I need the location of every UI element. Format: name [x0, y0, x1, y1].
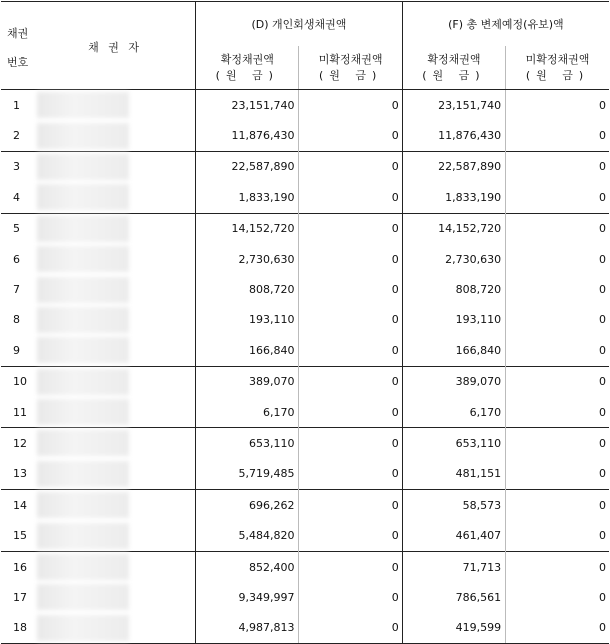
f-confirmed-header: [402, 46, 505, 90]
f-unconfirmed-amount: 0: [506, 305, 609, 335]
d-confirmed-amount: 2,730,630: [238, 252, 295, 266]
f-confirmed-amount: 653,110: [402, 428, 505, 459]
f-unconfirmed-amount: 0: [506, 613, 609, 644]
d-unconfirmed-amount: 0: [299, 551, 402, 582]
d-confirmed-amount: 389,070: [196, 366, 299, 397]
f-confirmed-amount: 71,713: [402, 551, 505, 582]
f-unconfirmed-amount: 0: [506, 213, 609, 244]
creditor-number: 8: [13, 313, 20, 327]
f-confirmed-amount: 786,561: [455, 590, 502, 604]
d-unconfirmed-amount: 0: [299, 335, 402, 366]
f-unconfirmed-amount: 0: [506, 182, 609, 213]
creditor-name-redacted: [35, 120, 196, 151]
table-row: [1, 90, 609, 121]
d-unconfirmed-unit: (원 금): [318, 68, 383, 82]
table-row: [1, 397, 609, 428]
f-confirmed-label: 확정채권액: [427, 52, 481, 66]
f-confirmed-unit: (원 금): [422, 68, 486, 82]
d-unconfirmed-amount: 0: [299, 397, 402, 428]
d-unconfirmed-amount: 0: [299, 459, 402, 490]
creditor-number: 5: [1, 213, 35, 244]
creditor-number-header: [1, 2, 35, 90]
d-unconfirmed-amount: 0: [299, 182, 402, 213]
redaction-blur: [37, 337, 129, 363]
creditor-name-redacted: [35, 90, 196, 121]
f-unconfirmed-amount: 0: [506, 90, 609, 121]
redaction-blur: [37, 154, 129, 180]
creditor-number: 2: [13, 129, 20, 143]
d-unconfirmed-amount: 0: [299, 305, 402, 335]
d-unconfirmed-amount: 0: [299, 274, 402, 304]
table-row: [1, 182, 609, 213]
d-unconfirmed-amount: 0: [299, 490, 402, 521]
redaction-blur: [37, 584, 129, 610]
f-unconfirmed-amount: 0: [506, 551, 609, 582]
d-confirmed-label: 확정채권액: [220, 52, 274, 66]
f-confirmed-amount: 23,151,740: [402, 90, 505, 121]
redaction-blur: [37, 430, 129, 456]
f-unconfirmed-amount: 0: [506, 366, 609, 397]
f-confirmed-amount: 2,730,630: [445, 252, 502, 266]
creditor-number-header-line1: 채권: [7, 27, 29, 40]
d-confirmed-amount: 5,484,820: [238, 529, 295, 543]
f-unconfirmed-amount: 0: [506, 120, 609, 151]
redaction-blur: [37, 554, 129, 580]
creditor-number: 4: [13, 190, 20, 204]
f-unconfirmed-unit: (원 금): [525, 68, 590, 82]
table-row: [1, 213, 609, 244]
table-row: [1, 582, 609, 612]
d-unconfirmed-amount: 0: [299, 120, 402, 151]
f-unconfirmed-label: 미확정채권액: [525, 52, 590, 66]
creditor-name-redacted: [35, 520, 196, 551]
table-row: [1, 551, 609, 582]
redaction-blur: [37, 216, 129, 242]
redaction-blur: [37, 123, 129, 149]
f-confirmed-amount: 461,407: [455, 529, 502, 543]
d-confirmed-amount: 808,720: [248, 283, 295, 297]
table-row: [1, 428, 609, 459]
creditor-number: 16: [1, 551, 35, 582]
d-confirmed-amount: 1,833,190: [238, 190, 295, 204]
d-unconfirmed-amount: 0: [299, 366, 402, 397]
table-row: [1, 274, 609, 304]
f-unconfirmed-amount: 0: [506, 428, 609, 459]
f-confirmed-amount: 166,840: [455, 343, 502, 357]
creditor-name-redacted: [35, 459, 196, 490]
d-confirmed-header: [196, 46, 299, 90]
d-confirmed-amount: 9,349,997: [238, 590, 295, 604]
d-confirmed-amount: 193,110: [248, 313, 295, 327]
redaction-blur: [37, 246, 129, 272]
creditor-number: 9: [13, 343, 20, 357]
f-unconfirmed-amount: 0: [506, 244, 609, 274]
f-unconfirmed-amount: 0: [506, 459, 609, 490]
d-confirmed-amount: 6,170: [262, 405, 295, 419]
creditor-number: 14: [1, 490, 35, 521]
d-unconfirmed-amount: 0: [299, 244, 402, 274]
creditor-number: 1: [1, 90, 35, 121]
d-confirmed-amount: 166,840: [248, 343, 295, 357]
d-confirmed-unit: (원 금): [215, 68, 279, 82]
f-confirmed-amount: 22,587,890: [402, 151, 505, 182]
creditor-name-redacted: [35, 428, 196, 459]
f-unconfirmed-header: [506, 46, 609, 90]
creditor-name-redacted: [35, 274, 196, 304]
d-unconfirmed-amount: 0: [299, 151, 402, 182]
f-confirmed-amount: 193,110: [455, 313, 502, 327]
d-confirmed-amount: 696,262: [196, 490, 299, 521]
d-confirmed-amount: 11,876,430: [231, 129, 295, 143]
d-confirmed-amount: 5,719,485: [238, 467, 295, 481]
d-confirmed-amount: 4,987,813: [196, 613, 299, 644]
d-unconfirmed-header: [299, 46, 402, 90]
creditor-number: 10: [1, 366, 35, 397]
d-confirmed-amount: 22,587,890: [196, 151, 299, 182]
creditor-number: 15: [13, 529, 27, 543]
f-confirmed-amount: 6,170: [469, 405, 502, 419]
redaction-blur: [37, 461, 129, 487]
creditor-name-redacted: [35, 182, 196, 213]
creditor-repayment-table: [1, 1, 609, 644]
creditor-number: 12: [1, 428, 35, 459]
d-confirmed-amount: 23,151,740: [196, 90, 299, 121]
f-confirmed-amount: 808,720: [455, 283, 502, 297]
d-unconfirmed-amount: 0: [299, 613, 402, 644]
f-unconfirmed-amount: 0: [506, 397, 609, 428]
group-f-header: (F) 총 변제예정(유보)액: [402, 2, 609, 47]
table-row: [1, 613, 609, 644]
creditor-name-redacted: [35, 551, 196, 582]
f-unconfirmed-amount: 0: [506, 151, 609, 182]
creditor-name-redacted: [35, 305, 196, 335]
f-confirmed-amount: 58,573: [402, 490, 505, 521]
table-row: [1, 120, 609, 151]
d-unconfirmed-amount: 0: [299, 428, 402, 459]
creditor-name-redacted: [35, 213, 196, 244]
redaction-blur: [37, 492, 129, 518]
creditor-number: 17: [13, 590, 27, 604]
f-confirmed-amount: 389,070: [402, 366, 505, 397]
d-unconfirmed-amount: 0: [299, 90, 402, 121]
f-confirmed-amount: 11,876,430: [438, 129, 502, 143]
f-unconfirmed-amount: 0: [506, 335, 609, 366]
redaction-blur: [37, 369, 129, 395]
creditor-number: 6: [13, 252, 20, 266]
group-d-header: (D) 개인회생채권액: [196, 2, 403, 47]
f-confirmed-amount: 1,833,190: [445, 190, 502, 204]
f-confirmed-amount: 481,151: [455, 467, 502, 481]
f-confirmed-amount: 419,599: [402, 613, 505, 644]
table-row: [1, 459, 609, 490]
f-unconfirmed-amount: 0: [506, 520, 609, 551]
table-row: [1, 520, 609, 551]
d-confirmed-amount: 14,152,720: [196, 213, 299, 244]
creditor-number: 18: [1, 613, 35, 644]
f-confirmed-amount: 14,152,720: [402, 213, 505, 244]
d-confirmed-amount: 653,110: [196, 428, 299, 459]
table-body: [1, 90, 609, 644]
creditor-name-redacted: [35, 582, 196, 612]
table-row: [1, 335, 609, 366]
table-row: [1, 244, 609, 274]
redaction-blur: [37, 307, 129, 333]
redaction-blur: [37, 399, 129, 425]
d-unconfirmed-amount: 0: [299, 520, 402, 551]
creditor-name-header: 채 권 자: [35, 2, 196, 90]
creditor-name-redacted: [35, 366, 196, 397]
creditor-name-redacted: [35, 613, 196, 644]
creditor-number: 11: [13, 405, 27, 419]
creditor-name-redacted: [35, 335, 196, 366]
creditor-name-redacted: [35, 244, 196, 274]
table-row: [1, 151, 609, 182]
table-row: [1, 366, 609, 397]
f-unconfirmed-amount: 0: [506, 274, 609, 304]
creditor-name-redacted: [35, 397, 196, 428]
d-confirmed-amount: 852,400: [196, 551, 299, 582]
d-unconfirmed-amount: 0: [299, 582, 402, 612]
creditor-number-header-line2: 번호: [7, 56, 29, 69]
redaction-blur: [37, 92, 129, 118]
creditor-name-redacted: [35, 490, 196, 521]
table-row: [1, 305, 609, 335]
redaction-blur: [37, 277, 129, 303]
d-unconfirmed-label: 미확정채권액: [318, 52, 383, 66]
f-unconfirmed-amount: 0: [506, 582, 609, 612]
table-row: [1, 490, 609, 521]
redaction-blur: [37, 523, 129, 549]
f-unconfirmed-amount: 0: [506, 490, 609, 521]
creditor-number: 7: [13, 283, 20, 297]
creditor-number: 13: [13, 467, 27, 481]
redaction-blur: [37, 184, 129, 210]
creditor-name-redacted: [35, 151, 196, 182]
d-unconfirmed-amount: 0: [299, 213, 402, 244]
creditor-number: 3: [1, 151, 35, 182]
